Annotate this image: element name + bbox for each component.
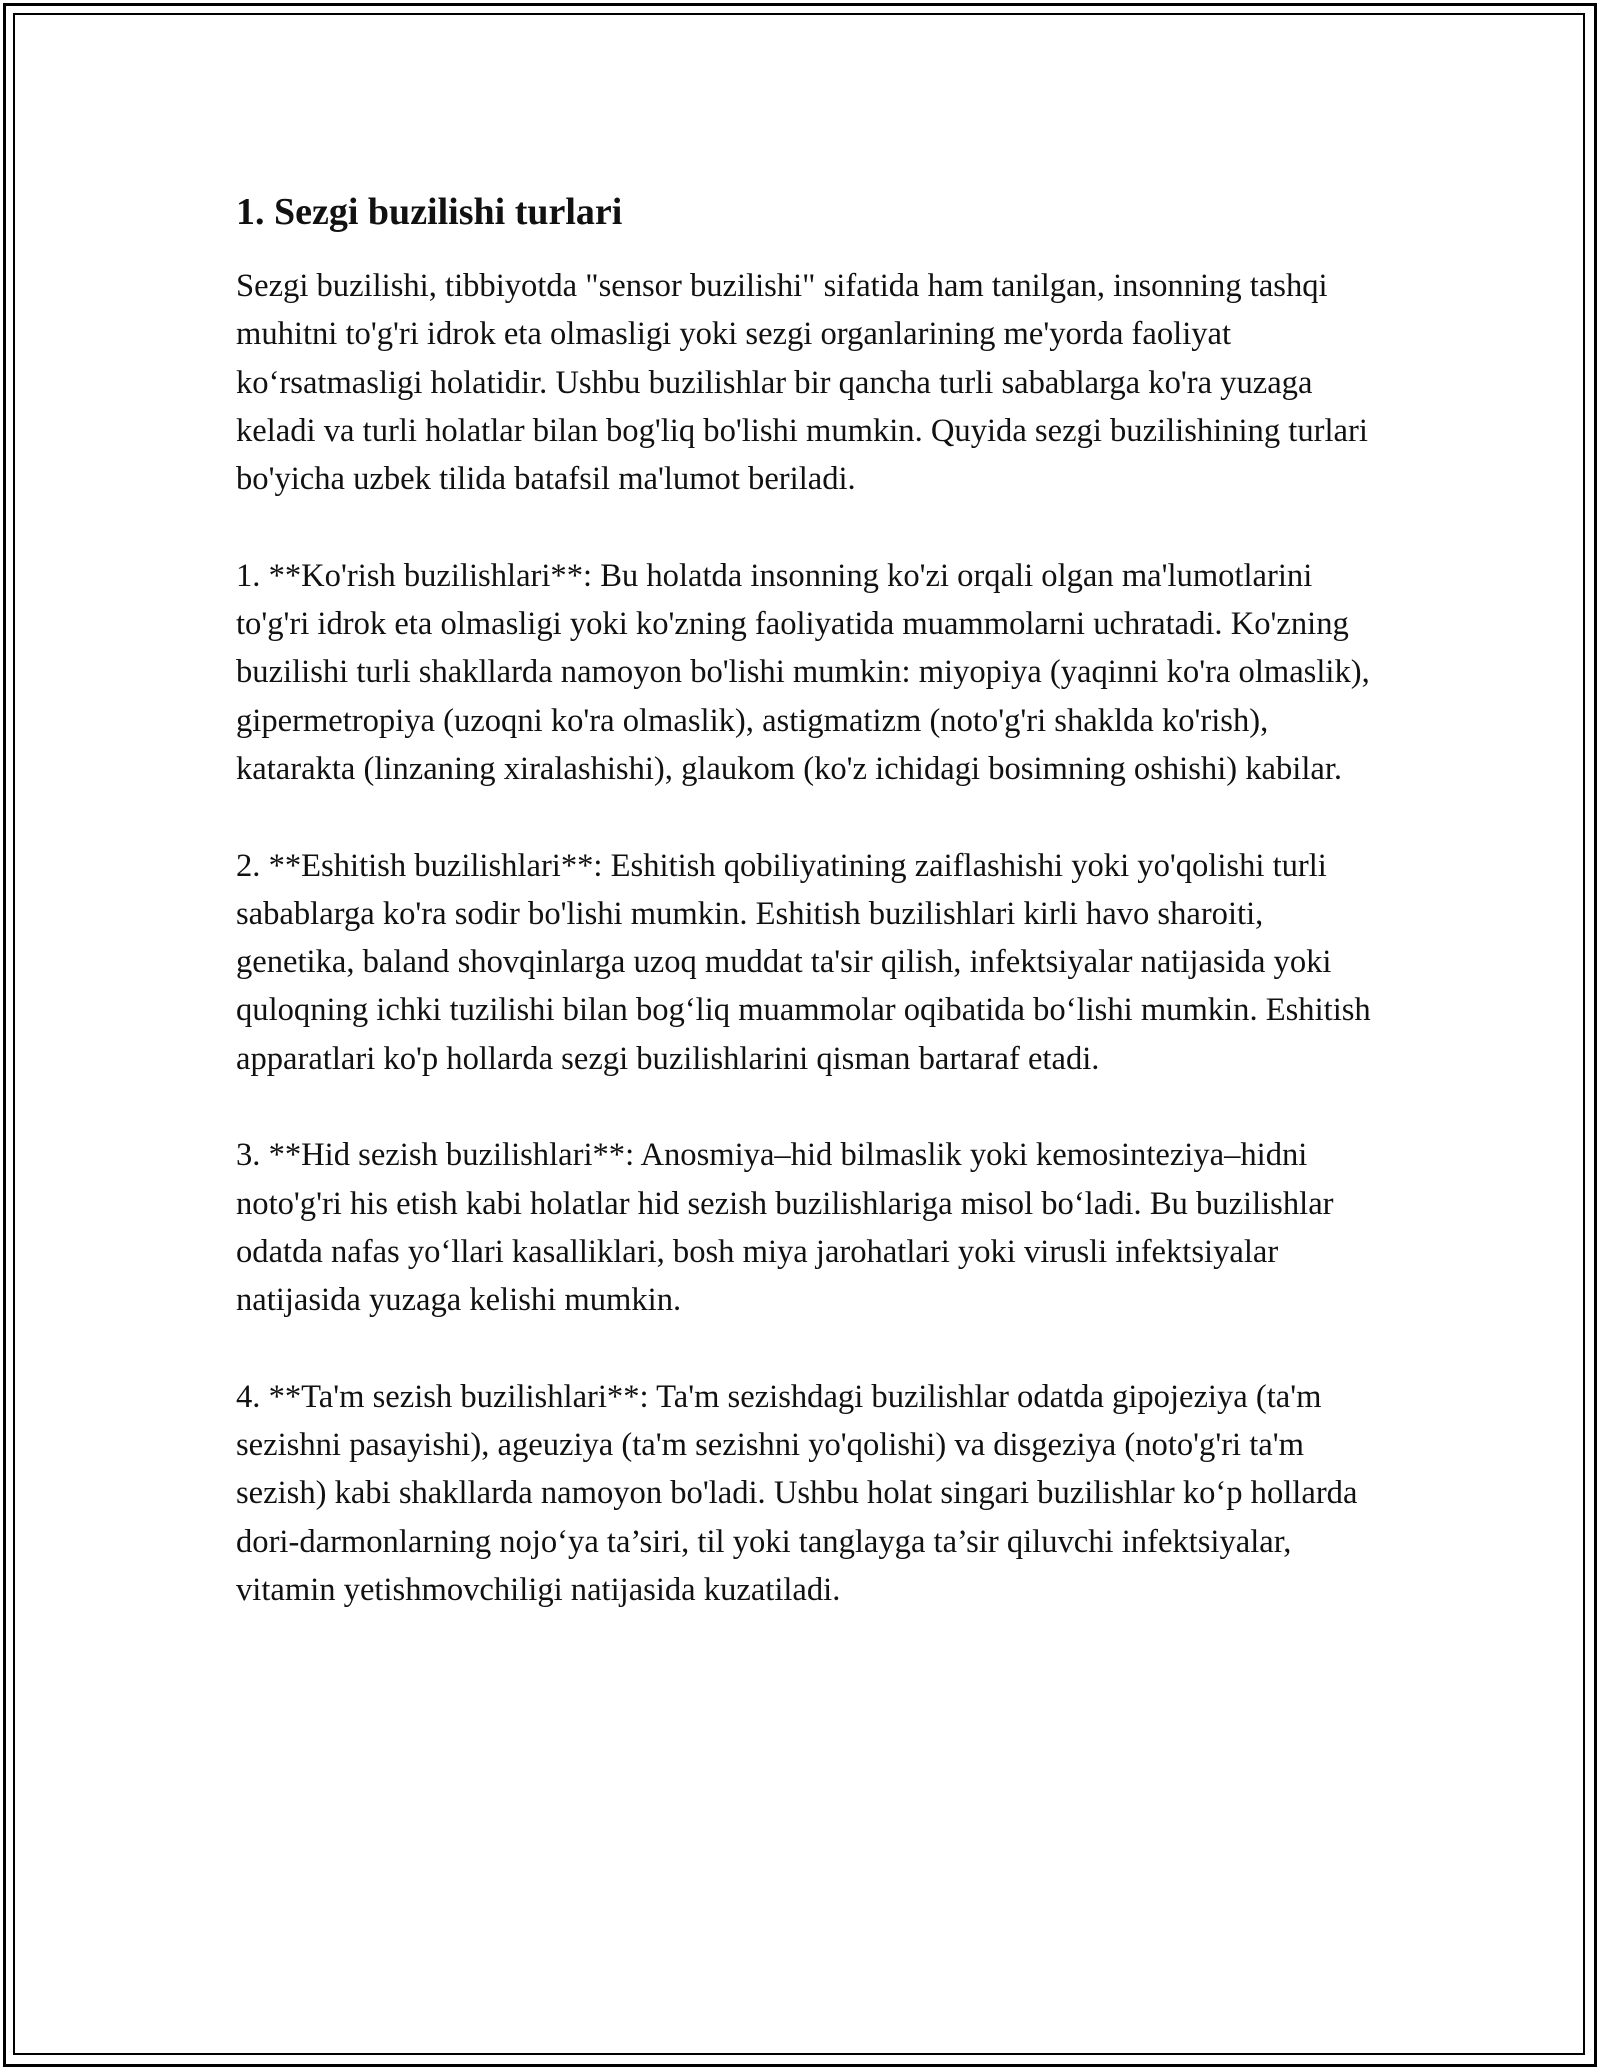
hearing-disorders-paragraph: 2. **Eshitish buzilishlari**: Eshitish qobiliyatining zaiflashishi yoki yo'qolishi turli sabablarga ko'ra sodir bo'lishi mumkin. Eshitish buzilishlari kirli havo sharoiti, genetika, baland shovqinlarga uzoq muddat ta'sir qilish, infektsiyalar natijasida yoki quloqning ichki tuzilishi bilan bog‘liq muammolar oqibatida bo‘lishi mumkin. Eshitish apparatlari ko'p hollarda sezgi buzilishlarini qisman bartaraf etadi.	[236, 847, 1371, 1077]
smell-disorders-paragraph: 3. **Hid sezish buzilishlari**: Anosmiya–hid bilmaslik yoki kemosinteziya–hidni noto'g'ri his etish kabi holatlar hid sezish buzilishlariga misol bo‘ladi. Bu buzilishlar odatda nafas yo‘llari kasalliklari, bosh miya jarohatlari yoki virusli infektsiyalar natijasida yuzaga kelishi mumkin.	[236, 1137, 1334, 1319]
vision-disorders-paragraph: 1. **Ko'rish buzilishlari**: Bu holatda insonning ko'zi orqali olgan ma'lumotlarini to'g'ri idrok eta olmasligi yoki ko'zning faoliyatida muammolarni uchratadi. Ko'zning buzilishi turli shakllarda namoyon bo'lishi mumkin: miyopiya (yaqinni ko'ra olmaslik), gipermetropiya (uzoqni ko'ra olmaslik), astigmatizm (noto'g'ri shaklda ko'rish), katarakta (linzaning xiralashishi), glaukom (ko'z ichidagi bosimning oshishi) kabilar.	[236, 557, 1370, 787]
taste-disorders-paragraph: 4. **Ta'm sezish buzilishlari**: Ta'm sezishdagi buzilishlar odatda gipojeziya (ta'm sezishni pasayishi), ageuziya (ta'm sezishni yo'qolishi) va disgeziya (noto'g'ri ta'm sezish) kabi shakllarda namoyon bo'ladi. Ushbu holat singari buzilishlar ko‘p hollarda dori-darmonlarning nojo‘ya ta’siri, til yoki tanglayga ta’sir qiluvchi infektsiyalar, vitamin yetishmovchiligi natijasida kuzatiladi.	[236, 1378, 1358, 1609]
document-body	[236, 186, 1376, 1663]
intro-paragraph: Sezgi buzilishi, tibbiyotda "sensor buzilishi" sifatida ham tanilgan, insonning tashqi muhitni to'g'ri idrok eta olmasligi yoki sezgi organlarining me'yorda faoliyat ko‘rsatmasligi holatidir. Ushbu buzilishlar bir qancha turli sabablarga ko'ra yuzaga keladi va turli holatlar bilan bog'liq bo'lishi mumkin. Quyida sezgi buzilishining turlari bo'yicha uzbek tilida batafsil ma'lumot beriladi.	[236, 268, 1368, 498]
section-heading: 1. Sezgi buzilishi turlari	[236, 191, 623, 233]
